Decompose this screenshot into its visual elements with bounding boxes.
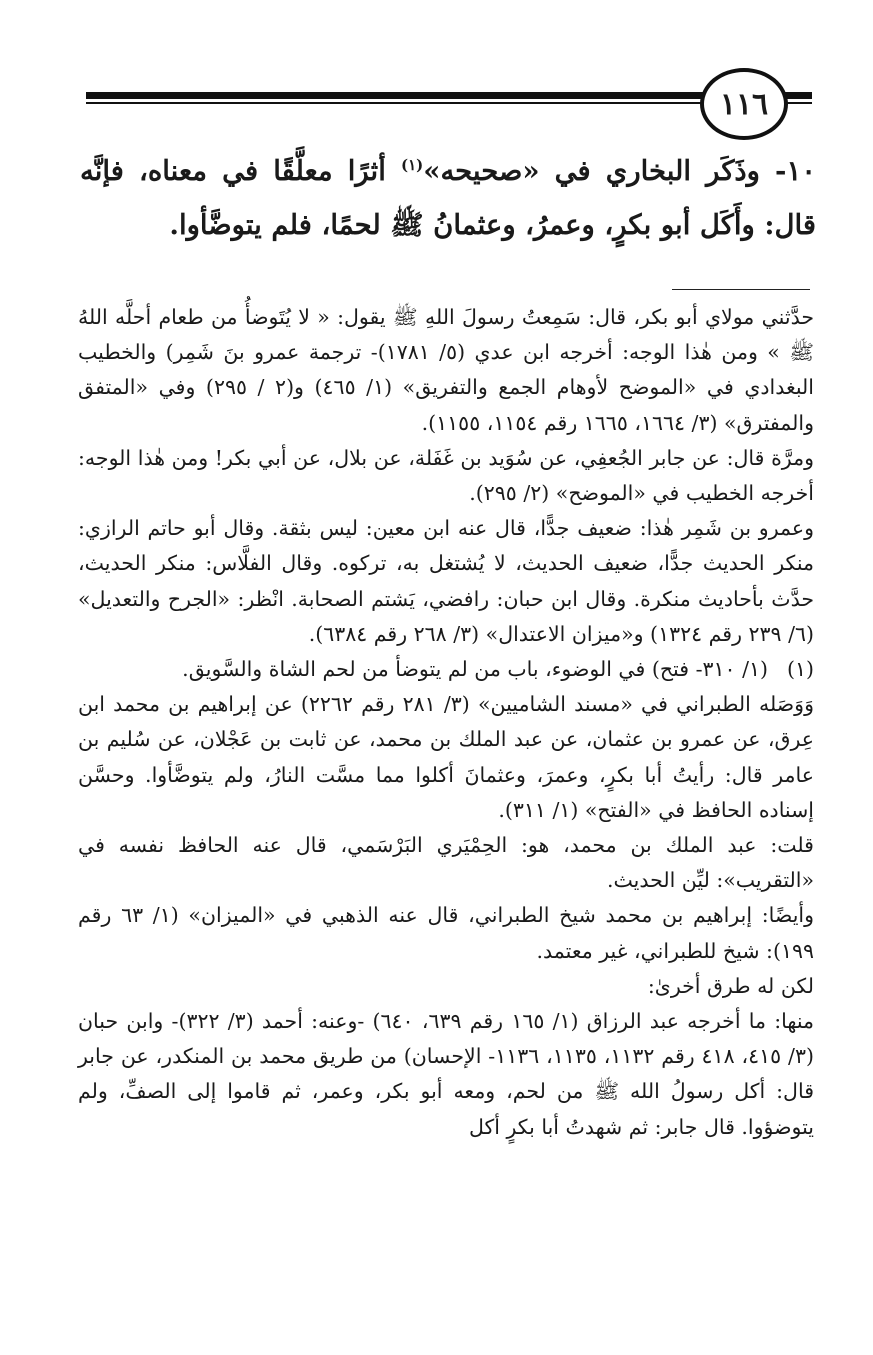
footnote-1-paragraph-4: لكن له طرق أخرىٰ: <box>647 973 814 998</box>
footnotes <box>78 300 814 1145</box>
footnote-continuation-1: حدَّثني مولاي أبو بكر، قال: سَمِعتُ رسولَ اللهِ ﷺ يقول: « لا يُتَوضأُ من طعام أحلَّه اللهُ ﷺ » ومن هٰذا الوجه: أخرجه ابن عدي (٥/ ١٧٨١)- ترجمة عمرو بنَ شَمِر) والخطيب البغدادي في «الموضح لأوهام الجمع والتفريق» (١/ ٤٦٥) و(٢ / ٢٩٥) وفي «المتفق والمفترق» (٣/ ١٦٦٤، ١٦٦٥ رقم ١١٥٤، ١١٥٥). <box>78 305 814 435</box>
footnote-1-paragraph-2: قلت: عبد الملك بن محمد، هو: الحِمْيَري البَرْسَمي، قال عنه الحافظ نفسه في «التقريب»: ليِّن الحديث. <box>78 833 814 893</box>
footnote-continuation-3: وعمرو بن شَمِر هٰذا: ضعيف جدًّا، قال عنه ابن معين: ليس بثقة. وقال أبو حاتم الرازي: منكر الحديث جدًّا، ضعيف الحديث، لا يُشتغل به، تركوه. وقال الفلَّاس: منكر الحديث، حدَّث بأحاديث منكرة. وقال ابن حبان: رافضي، يَشتم الصحابة. انْظر: «الجرح والتعديل» (٦/ ٢٣٩ رقم ١٣٢٤) و«ميزان الاعتدال» (٣/ ٢٦٨ رقم ٦٣٨٤). <box>78 516 814 646</box>
main-text <box>80 144 816 252</box>
footnote-separator <box>672 289 810 290</box>
footnote-1-paragraph-1: وَوَصَله الطبراني في «مسند الشاميين» (٣/ ٢٨١ رقم ٢٢٦٢) عن إبراهيم بن محمد ابن عِرق، عن عمرو بن عثمان، عن عبد الملك بن محمد، عن ثابت بن عَجْلان، عن سُليم بن عامر قال: رأيتُ أبا بكرٍ، وعمرَ، وعثمانَ أكلوا مما مسَّت النارُ، ولم يتوضَّأوا. وحسَّن إسناده الحافظ في «الفتح» (١/ ٣١١). <box>78 692 814 822</box>
footnote-1-paragraph-3: وأيضًا: إبراهيم بن محمد شيخ الطبراني، قال عنه الذهبي في «الميزان» (١/ ٦٣ رقم ١٩٩): شيخ للطبراني، غير معتمد. <box>78 903 815 963</box>
page-number: ١١٦ <box>700 68 788 140</box>
footnote-ref: (١) <box>400 155 424 174</box>
footnote-1 <box>78 652 814 687</box>
footnote-1-first-line: (١/ ٣١٠- فتح) في الوضوء، باب من لم يتوضأ من لحم الشاة والسَّويق. <box>182 657 768 682</box>
main-text-part-2: أثرًا معلَّقًا في معناه، فإنَّه قال: وأَكَل أبو بكرٍ، وعمرُ، وعثمانُ ﷺ لحمًا، فلم يتوضَّأوا. <box>80 155 816 241</box>
main-text-part-1: ١٠- وذَكَر البخاري في «صحيحه» <box>423 155 816 187</box>
footnote-continuation-2: ومرَّة قال: عن جابر الجُعفِي، عن سُوَيد بن غَفَلة، عن بلال، عن أبي بكر! ومن هٰذا الوجه: أخرجه الخطيب في «الموضح» (٢/ ٢٩٥). <box>78 445 814 506</box>
footnote-1-marker: (١) <box>786 657 814 682</box>
footnote-1-paragraph-5: منها: ما أخرجه عبد الرزاق (١/ ١٦٥ رقم ٦٣٩، ٦٤٠) -وعنه: أحمد (٣/ ٣٢٢)- وابن حبان (٣/ ٤١٥، ٤١٨ رقم ١١٣٢، ١١٣٥، ١١٣٦- الإحسان) من طريق محمد بن المنكدر، عن جابر قال: أكل رسولُ الله ﷺ من لحم، ومعه أبو بكر، وعمر، ثم قاموا إلى الصفِّ، ولم يتوضؤوا. قال جابر: ثم شهدتُ أبا بكرٍ أكل <box>78 1009 814 1139</box>
main-paragraph <box>80 144 816 252</box>
